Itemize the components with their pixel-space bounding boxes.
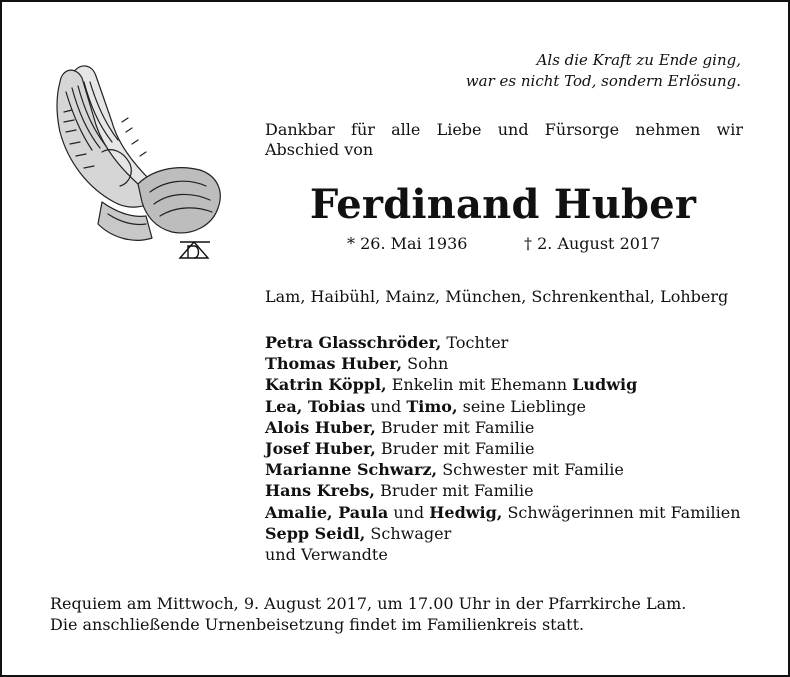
mourner-line bbox=[265, 396, 741, 417]
mourner-name: Alois Huber, bbox=[265, 417, 376, 437]
mourner-relation: Bruder mit Familie bbox=[375, 439, 535, 459]
mourner-name: Amalie, Paula bbox=[265, 502, 389, 522]
death-date: † 2. August 2017 bbox=[524, 234, 661, 253]
mourner-name: Thomas Huber, bbox=[265, 354, 403, 374]
mourner-relation: Tochter bbox=[441, 333, 509, 352]
mourner-line bbox=[265, 332, 741, 353]
mourner-name: Hans Krebs, bbox=[265, 481, 375, 501]
mourners-list bbox=[265, 332, 741, 565]
mourner-relation: Bruder mit Familie bbox=[375, 417, 535, 437]
requiem-line-2: Die anschließende Urnenbeisetzung findet im Familienkreis statt. bbox=[50, 615, 585, 634]
mourner-relation: Enkelin mit Ehemann bbox=[386, 375, 573, 395]
mourner-relation: Schwager bbox=[365, 523, 452, 543]
deceased-name: Ferdinand Huber bbox=[309, 181, 697, 228]
mourner-line bbox=[265, 374, 741, 395]
mourner-name: Timo, bbox=[406, 396, 458, 416]
mourner-relation: und bbox=[365, 396, 407, 416]
mourner-line bbox=[265, 544, 741, 565]
mourner-relation: Schwägerinnen mit Familien bbox=[502, 502, 741, 522]
mourner-relation: seine Lieblinge bbox=[457, 396, 586, 416]
mourner-line bbox=[265, 459, 741, 480]
quote-line-1: Als die Kraft zu Ende ging, bbox=[536, 51, 741, 69]
mourner-line bbox=[265, 438, 741, 459]
mourner-name: Petra Glasschröder, bbox=[265, 333, 442, 352]
mourner-relation: Schwester mit Familie bbox=[437, 460, 624, 480]
requiem-info bbox=[50, 593, 686, 635]
mourner-name: Ludwig bbox=[572, 375, 638, 395]
mourner-relation: Sohn bbox=[402, 354, 449, 374]
birth-date: * 26. Mai 1936 bbox=[347, 234, 468, 253]
requiem-line-1: Requiem am Mittwoch, 9. August 2017, um 17.00 Uhr in der Pfarrkirche Lam. bbox=[50, 594, 687, 613]
mourner-line bbox=[265, 523, 741, 544]
praying-hands-icon bbox=[42, 52, 227, 267]
mourner-name: Sepp Seidl, bbox=[265, 523, 366, 543]
monogram-icon bbox=[180, 242, 210, 258]
quote bbox=[466, 50, 741, 92]
mourner-relation: Bruder mit Familie bbox=[374, 481, 534, 501]
intro-text: Dankbar für alle Liebe und Fürsorge nehmen wir Abschied von bbox=[265, 120, 743, 159]
mourner-line bbox=[265, 353, 741, 374]
mourner-name: Hedwig, bbox=[429, 502, 503, 522]
places-list: Lam, Haibühl, Mainz, München, Schrenkenthal, Lohberg bbox=[265, 287, 729, 306]
mourner-name: Marianne Schwarz, bbox=[265, 460, 438, 480]
mourner-name: Katrin Köppl, bbox=[265, 375, 387, 395]
mourner-line bbox=[265, 417, 741, 438]
mourner-name: Josef Huber, bbox=[265, 439, 376, 459]
mourner-relation: und Verwandte bbox=[265, 545, 388, 565]
mourner-line bbox=[265, 502, 741, 523]
mourner-name: Lea, Tobias bbox=[265, 396, 366, 416]
quote-line-2: war es nicht Tod, sondern Erlösung. bbox=[465, 72, 741, 90]
mourner-relation: und bbox=[388, 502, 430, 522]
mourner-line bbox=[265, 480, 741, 501]
